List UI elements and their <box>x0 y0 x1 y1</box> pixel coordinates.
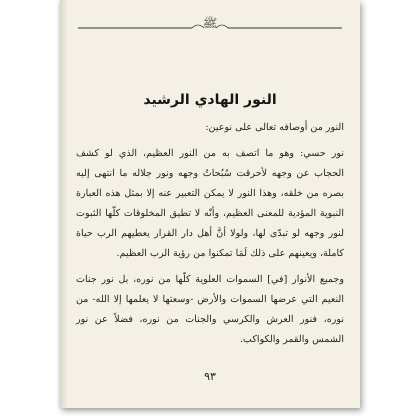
paragraph-intro: النور من أوصافه تعالى على نوعين: <box>205 122 344 133</box>
page-number: ٩٣ <box>204 370 216 383</box>
paragraph-all-lights: وجميع الأنوار [في] السموات العلوية كلّها من نوره، بل نور جنات النعيم التي عرضها السموات والأرض -وسعتها لا يعلمها إلا الله- من نوره، فنور العرش والكرسي والجنات من نوره، فضلاً عن نور الشمس والقمر والكواكب. <box>76 274 344 345</box>
ornament-divider-icon <box>76 16 344 36</box>
header-ornament <box>76 16 344 36</box>
chapter-title: النور الهادي الرشيد <box>143 92 277 108</box>
page-content <box>76 92 344 350</box>
header-ornament-text: ﷺ <box>202 16 218 30</box>
book-page <box>60 0 360 408</box>
paragraph-sensory-light: نور حسي: وهو ما اتصف به من النور العظيم، الذي لو كشف الحجاب عن وجهه لأحرقت سُبُحاتُ وجهه ونور جلاله ما انتهى إليه بصره من خلقه، وهذا النور لا يمكن التعبير عنه إلا بمثل هذه العبارة النبوية المؤدية للمعنى العظيم، وأنّه لا تطيق المخلوقات كلّها الثبوت لنور وجهه لو تبدّى لها، ولولا أنَّ أهل دار القرار يعطيهم الرب حياة كاملة، ويعينهم على ذلك لَمَا تمكنوا من رؤية الرب العظيم. <box>76 148 344 259</box>
